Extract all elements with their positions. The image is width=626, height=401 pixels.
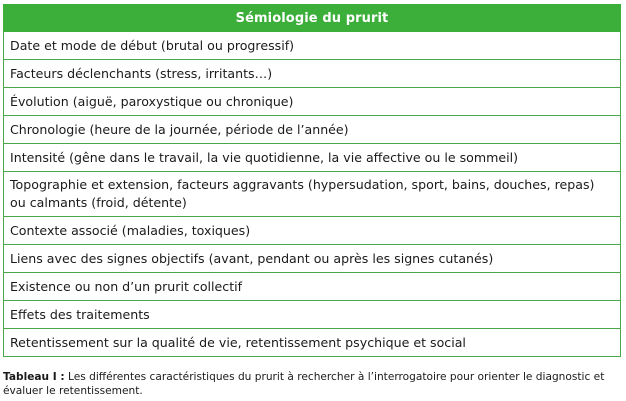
table-row [4, 32, 621, 60]
table-cell-triggers: Facteurs déclenchants (stress, irritants…) [4, 60, 621, 88]
semiology-table [3, 4, 621, 357]
table-header-row [4, 5, 621, 32]
table-cell-collective: Existence ou non d’un prurit collectif [4, 273, 621, 301]
table-cell-topography: Topographie et extension, facteurs aggravants (hypersudation, sport, bains, douches, repas) ou calmants (froid, détente) [4, 172, 621, 217]
table-row [4, 217, 621, 245]
semiology-table-container [3, 4, 621, 357]
table-cell-evolution: Évolution (aiguë, paroxystique ou chronique) [4, 88, 621, 116]
table-row [4, 329, 621, 357]
table-header-title: Sémiologie du prurit [4, 5, 621, 32]
table-row [4, 116, 621, 144]
table-row [4, 301, 621, 329]
table-cell-objective-signs: Liens avec des signes objectifs (avant, pendant ou après les signes cutanés) [4, 245, 621, 273]
table-cell-onset: Date et mode de début (brutal ou progressif) [4, 32, 621, 60]
table-cell-context: Contexte associé (maladies, toxiques) [4, 217, 621, 245]
table-cell-chronology: Chronologie (heure de la journée, période de l’année) [4, 116, 621, 144]
table-row [4, 172, 621, 217]
table-cell-treatments: Effets des traitements [4, 301, 621, 329]
table-row [4, 88, 621, 116]
table-row [4, 144, 621, 172]
caption-label: Tableau I : [3, 371, 65, 383]
table-row [4, 273, 621, 301]
table-row [4, 245, 621, 273]
table-cell-intensity: Intensité (gêne dans le travail, la vie quotidienne, la vie affective ou le sommeil) [4, 144, 621, 172]
table-cell-impact: Retentissement sur la qualité de vie, retentissement psychique et social [4, 329, 621, 357]
table-caption [3, 370, 623, 398]
table-row [4, 60, 621, 88]
caption-text: Les différentes caractéristiques du prurit à rechercher à l’interrogatoire pour orienter le diagnostic et évaluer le retentissement. [3, 371, 605, 397]
